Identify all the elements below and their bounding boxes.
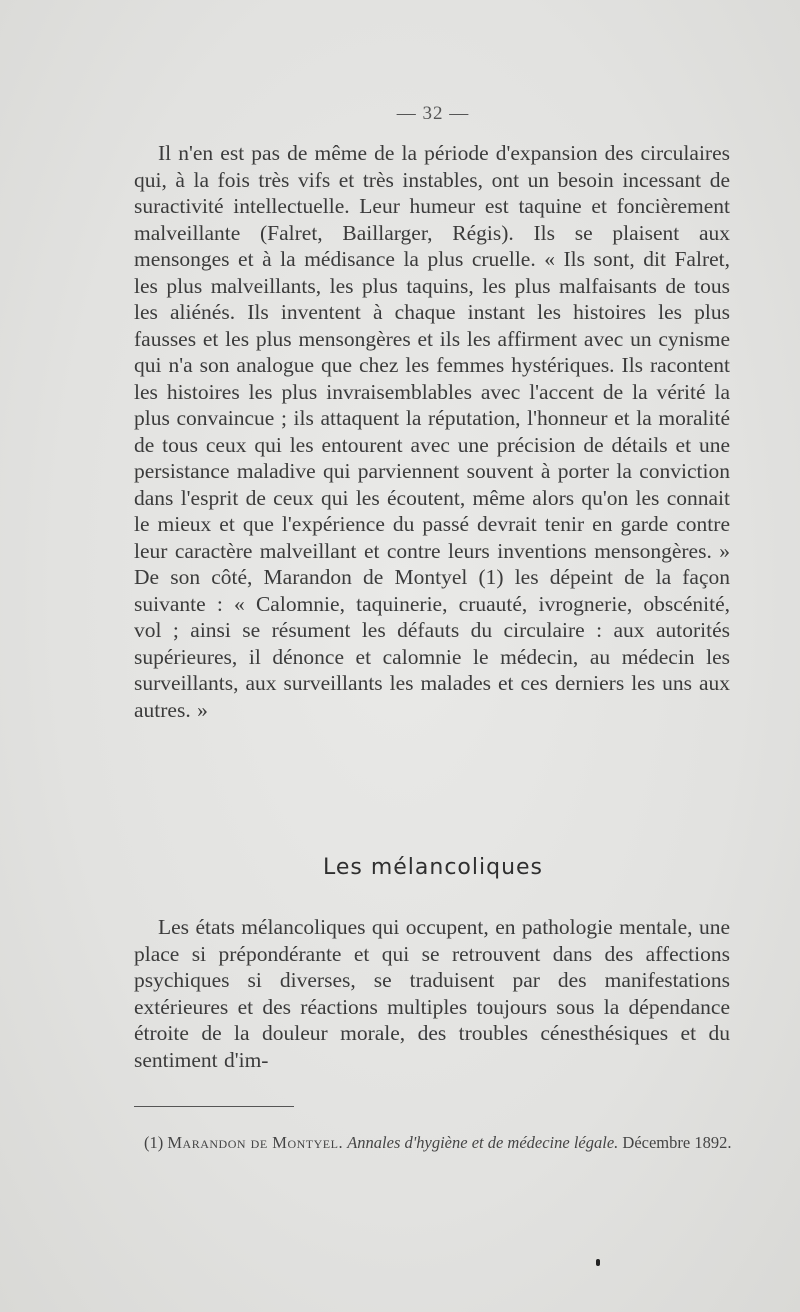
- ink-speck: [596, 1259, 600, 1266]
- footnote-divider: [134, 1106, 294, 1107]
- footnote: [134, 1132, 734, 1153]
- page-number: — 32 —: [396, 103, 470, 124]
- footnote-date: Décembre 1892.: [622, 1133, 732, 1152]
- footnote-journal: Annales d'hygiène et de médecine légale.: [347, 1133, 619, 1152]
- body-paragraph-melancoliques: Les états mélancoliques qui occupent, en pathologie mentale, une place si prépondérante et qui se retrouvent dans des affections psychiques si diverses, se traduisent par des manifestations extérieures et des réactions multiples toujours sous la dépendance étroite de la douleur morale, des troubles cénesthésiques et du sentiment d'im-: [134, 915, 730, 1072]
- body-paragraph-circulaires: Il n'en est pas de même de la période d'expansion des circulaires qui, à la fois très vifs et très instables, ont un besoin incessant de suractivité intellectuelle. Leur humeur est taquine et foncièrement malveillante (Falret, Baillarger, Régis). Ils se plaisent aux mensonges et à la médisance la plus cruelle. « Ils sont, dit Falret, les plus malveillants, les plus taquins, les plus malfaisants de tous les aliénés. Ils inventent à chaque instant les histoires les plus fausses et les plus mensongères et ils les affirment avec un cynisme qui n'a son analogue que chez les femmes hystériques. Ils racontent les histoires les plus invraisemblables avec l'accent de la vérité la plus convaincue ; ils attaquent la réputation, l'honneur et la moralité de tous ceux qui les entourent avec une précision de détails et une persistance maladive qui parviennent souvent à porter la conviction dans l'esprit de ceux qui les écoutent, même alors qu'on les connait le mieux et que l'expérience du passé devrait tenir en garde contre leur caractère malveillant et contre leurs inventions mensongères. » De son côté, Marandon de Montyel (1) les dépeint de la façon suivante : « Calomnie, taquinerie, cruauté, ivrognerie, obscénité, vol ; ainsi se résument les défauts du circulaire : aux autorités supérieures, il dénonce et calomnie le médecin, au médecin les surveillants, aux surveillants les malades et ces derniers les uns aux autres. »: [134, 141, 730, 722]
- footnote-author: Marandon de Montyel.: [167, 1133, 344, 1152]
- section-heading: Les mélancoliques: [322, 855, 544, 880]
- footnote-marker: (1): [144, 1133, 164, 1152]
